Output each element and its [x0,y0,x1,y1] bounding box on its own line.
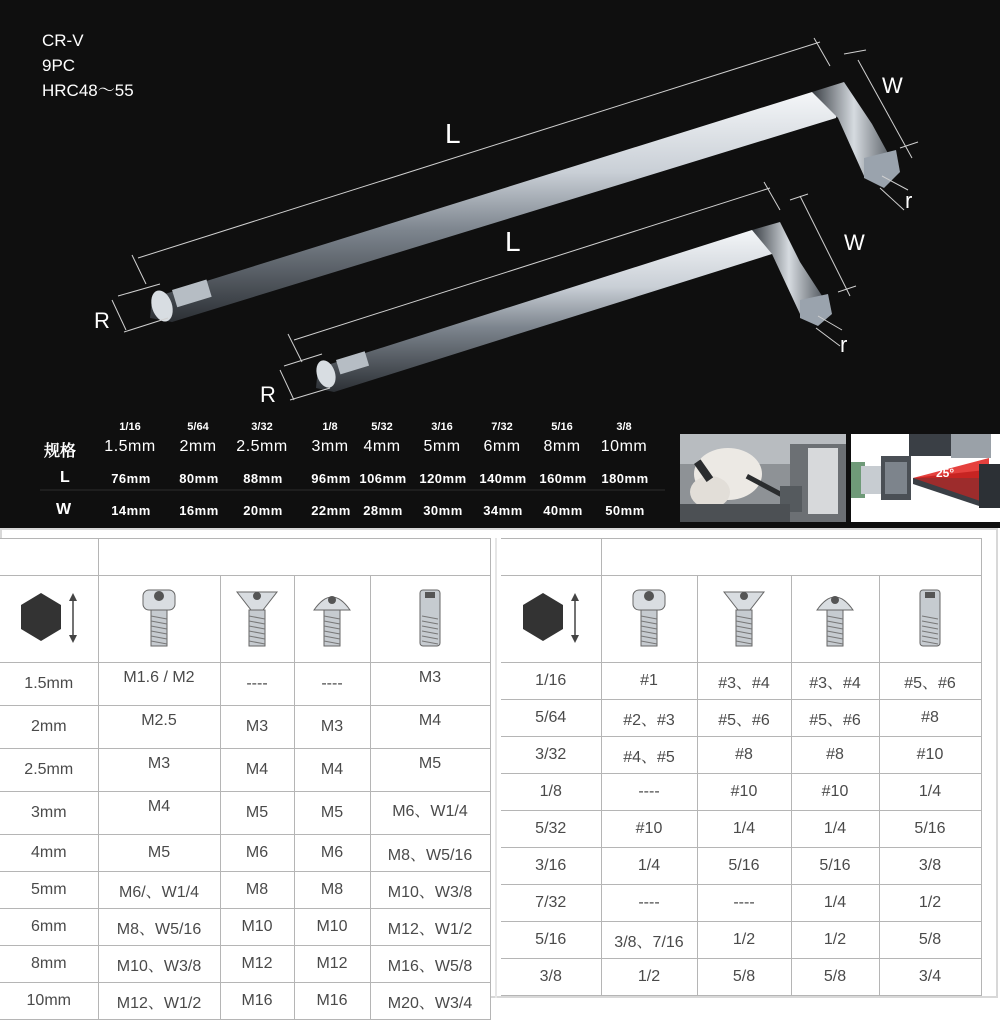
key-size-cell: 5/16 [501,922,601,959]
short-key-length-label: L [505,226,521,257]
size-chart-fraction: 3/16 [431,421,453,433]
screw-size-cell: M3 [294,706,370,749]
screw-size-cell: #5、#6 [791,700,879,737]
screw-size-cell: ---- [294,663,370,706]
socket-head-cap-screw-icon [601,576,697,663]
screw-size-cell: M16、W5/8 [370,946,490,983]
table-row [0,983,490,1020]
material-label: CR-V [42,31,84,50]
set-screw-icon [370,576,490,663]
table-row [0,663,490,706]
size-chart-metric: 1.5mm [104,438,156,455]
size-chart-length: 88mm [243,471,283,486]
screw-size-cell: 1/2 [879,885,981,922]
screw-size-cell: M5 [220,792,294,835]
screw-size-cell: M6、W1/4 [370,792,490,835]
table-row [0,909,490,946]
size-chart-metric: 2mm [179,438,217,455]
screw-size-cell: M4 [220,749,294,792]
button-head-screw-icon [791,576,879,663]
header-blank-cell [501,539,601,576]
screw-size-cell: 1/4 [791,811,879,848]
usage-photo [680,434,846,522]
size-chart-fraction: 3/8 [616,421,632,433]
key-size-cell: 1.5mm [0,663,98,706]
table-row [501,885,981,922]
size-chart-fraction: 1/8 [322,421,338,433]
size-chart-width: 50mm [605,503,645,518]
hex-key-icon [501,576,601,663]
screw-size-cell: #10 [791,774,879,811]
screw-size-cell: M1.6 / M2 [98,663,220,706]
size-chart-length: 140mm [479,471,527,486]
flat-head-screw-icon [697,576,791,663]
length-row-label: L [60,469,70,486]
screw-size-cell: 1/4 [601,848,697,885]
screw-size-cell: M10、W3/8 [370,872,490,909]
table-row [501,737,981,774]
table-row [501,811,981,848]
key-size-cell: 3mm [0,792,98,835]
screw-size-cell: #10 [879,737,981,774]
screw-size-cell: M3 [220,706,294,749]
long-key-length-label: L [445,118,461,149]
screw-size-cell: #3、#4 [697,663,791,700]
screw-size-cell: 1/4 [879,774,981,811]
hardness-label: HRC48～55 [42,81,134,100]
size-chart-metric: 4mm [363,438,401,455]
screw-size-cell: M12 [294,946,370,983]
key-size-cell: 1/16 [501,663,601,700]
screw-size-cell: M12 [220,946,294,983]
screw-size-cell: M6 [294,835,370,872]
key-size-cell: 2.5mm [0,749,98,792]
size-chart-length: 76mm [111,471,151,486]
table-row [0,706,490,749]
screw-size-cell: 1/4 [791,885,879,922]
key-size-cell: 2mm [0,706,98,749]
size-chart-fraction: 3/32 [251,421,273,433]
screw-size-cell: M5 [294,792,370,835]
screw-size-cell: ---- [601,885,697,922]
table-row [0,872,490,909]
hex-key-icon [0,576,98,663]
header-span-cell [98,539,490,576]
screw-size-cell: M12、W1/2 [98,983,220,1020]
screw-size-cell: ---- [601,774,697,811]
screw-size-cell: M10 [220,909,294,946]
size-chart-width: 34mm [483,503,523,518]
table-row [0,946,490,983]
screw-size-cell: M3 [370,663,490,706]
size-chart-metric: 3mm [311,438,349,455]
screw-size-cell: #1 [601,663,697,700]
size-chart-fraction: 5/32 [371,421,393,433]
screw-size-cell: #8 [697,737,791,774]
size-chart-metric: 5mm [423,438,461,455]
screw-size-cell: M8、W5/16 [98,909,220,946]
short-key-small-radius-label: r [840,332,848,357]
screw-size-cell: M4 [98,792,220,835]
screw-size-cell: 5/8 [879,922,981,959]
flat-head-screw-icon [220,576,294,663]
piece-count-label: 9PC [42,56,76,75]
screw-size-cell: M6 [220,835,294,872]
size-chart-metric: 10mm [600,438,648,455]
size-chart-width: 40mm [543,503,583,518]
size-chart-width: 16mm [179,503,219,518]
screw-size-cell: 1/2 [697,922,791,959]
screw-size-cell: ---- [697,885,791,922]
screw-size-cell: 1/2 [791,922,879,959]
screw-size-cell: #2、#3 [601,700,697,737]
metric-fit-table [0,538,491,1020]
key-size-cell: 3/32 [501,737,601,774]
screw-size-cell: 5/8 [697,959,791,996]
long-key-ball-radius-label: R [94,308,110,333]
screw-size-cell: M10、W3/8 [98,946,220,983]
screw-size-cell: #10 [601,811,697,848]
screw-size-cell: M6/、W1/4 [98,872,220,909]
size-chart-fraction: 5/16 [551,421,573,433]
short-key-width-label: W [844,230,865,255]
screw-size-cell: M3 [98,749,220,792]
screw-size-cell: M10 [294,909,370,946]
table-row [501,848,981,885]
size-chart-fraction: 5/64 [187,421,209,433]
screw-size-cell: M5 [370,749,490,792]
key-size-cell: 5/64 [501,700,601,737]
key-size-cell: 7/32 [501,885,601,922]
screw-size-cell: M4 [370,706,490,749]
table-row [0,749,490,792]
key-size-cell: 3/16 [501,848,601,885]
set-screw-icon [879,576,981,663]
screw-size-cell: 5/16 [791,848,879,885]
size-chart-width: 22mm [311,503,351,518]
screw-size-cell: 3/8 [879,848,981,885]
table-row [501,774,981,811]
button-head-screw-icon [294,576,370,663]
screw-size-cell: 5/16 [879,811,981,848]
size-chart-width: 30mm [423,503,463,518]
screw-size-cell: #5、#6 [879,663,981,700]
key-size-cell: 3/8 [501,959,601,996]
size-chart-length: 96mm [311,471,351,486]
ball-end-angle-photo [851,434,1000,522]
table-row [0,835,490,872]
screw-size-cell: #8 [879,700,981,737]
screw-size-cell: M16 [220,983,294,1020]
screw-size-cell: #3、#4 [791,663,879,700]
imperial-fit-table [501,538,982,996]
screw-size-cell: M8 [294,872,370,909]
size-chart-width: 14mm [111,503,151,518]
table-row [0,792,490,835]
socket-head-cap-screw-icon [98,576,220,663]
key-size-cell: 1/8 [501,774,601,811]
size-chart-metric: 2.5mm [236,438,288,455]
size-chart-length: 160mm [539,471,587,486]
long-key-width-label: W [882,73,903,98]
key-size-cell: 10mm [0,983,98,1020]
screw-size-cell: 1/4 [697,811,791,848]
key-size-cell: 5mm [0,872,98,909]
screw-size-cell: M8 [220,872,294,909]
size-chart-fraction: 1/16 [119,421,141,433]
table-row [501,700,981,737]
size-chart-metric: 8mm [543,438,581,455]
long-key-small-radius-label: r [905,188,913,213]
size-chart-metric: 6mm [483,438,521,455]
screw-size-cell: 5/16 [697,848,791,885]
size-chart-length: 80mm [179,471,219,486]
screw-size-cell: M8、W5/16 [370,835,490,872]
screw-size-cell: 1/2 [601,959,697,996]
size-chart-width: 28mm [363,503,403,518]
table-row [501,959,981,996]
key-size-cell: 6mm [0,909,98,946]
key-size-cell: 8mm [0,946,98,983]
size-chart-length: 106mm [359,471,407,486]
screw-size-cell: #5、#6 [697,700,791,737]
screw-size-cell: #4、#5 [601,737,697,774]
screw-size-cell: M16 [294,983,370,1020]
key-size-cell: 4mm [0,835,98,872]
table-row [501,922,981,959]
size-chart-length: 180mm [601,471,649,486]
long-hex-key [148,82,900,324]
size-chart-length: 120mm [419,471,467,486]
screw-size-cell: M4 [294,749,370,792]
screw-size-cell: 3/4 [879,959,981,996]
header-blank-cell [0,539,98,576]
screw-size-cell: M12、W1/2 [370,909,490,946]
screw-size-cell: #10 [697,774,791,811]
key-size-cell: 5/32 [501,811,601,848]
screw-size-cell: M2.5 [98,706,220,749]
spec-row-label: 规格 [44,443,77,460]
angle-label: 25° [936,466,955,480]
size-chart-fraction: 7/32 [491,421,513,433]
screw-size-cell: 3/8、7/16 [601,922,697,959]
width-row-label: W [56,501,72,518]
screw-size-cell: #8 [791,737,879,774]
table-row [501,663,981,700]
header-span-cell [601,539,981,576]
size-chart-width: 20mm [243,503,283,518]
screw-size-cell: M20、W3/4 [370,983,490,1020]
screw-size-cell: ---- [220,663,294,706]
short-key-ball-radius-label: R [260,382,276,407]
screw-size-cell: 5/8 [791,959,879,996]
screw-size-cell: M5 [98,835,220,872]
